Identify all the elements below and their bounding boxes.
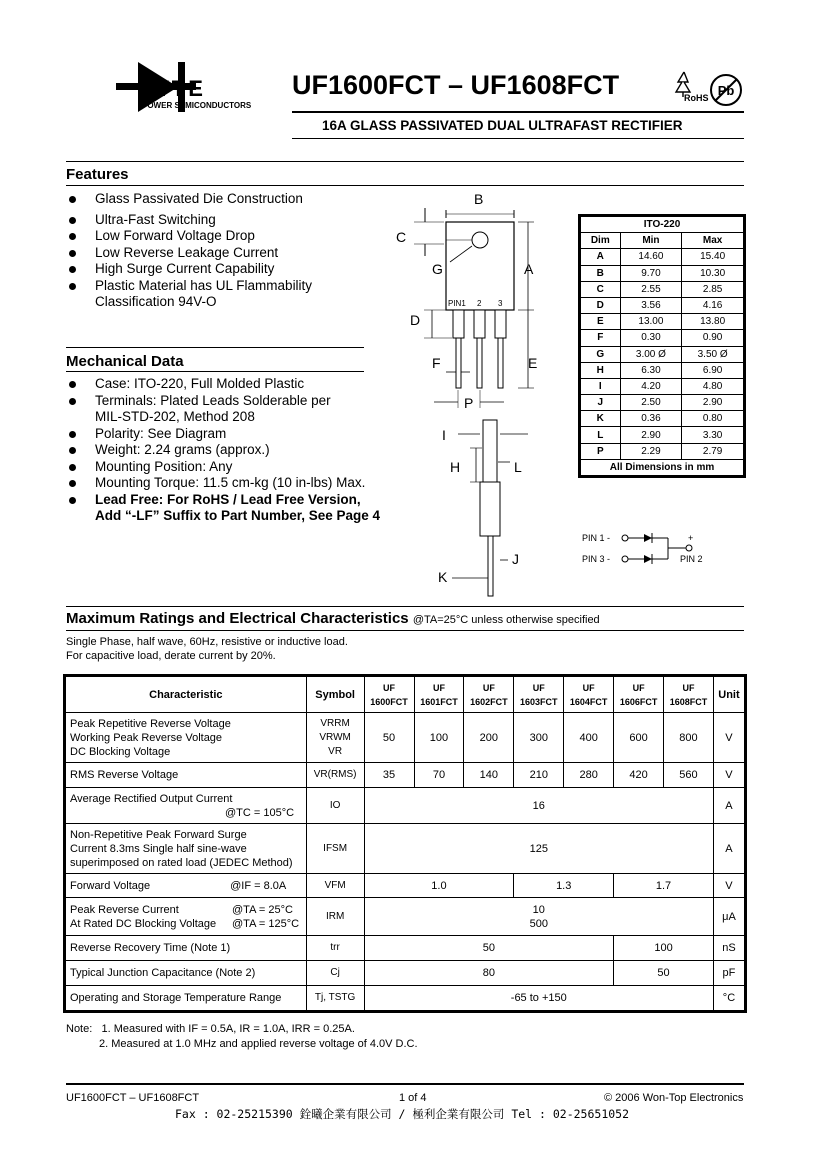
rohs-label: RoHS [684,93,709,103]
dim-letter: C [581,281,621,297]
mechanical-title: Mechanical Data [66,353,184,370]
page-title: UF1600FCT – UF1608FCT [292,70,620,100]
dim-label: H [450,459,461,475]
dim-label: G [432,261,443,277]
footer-left: UF1600FCT – UF1608FCT [66,1092,200,1104]
diode-schematic [578,528,728,572]
dim-row [581,297,744,313]
ratings-condition: @TA=25°C unless otherwise specified [412,614,600,626]
table-row: Average Rectified Output Current @TC = 105°C IO 16 A [66,788,745,824]
dim-letter: J [581,395,621,411]
features-title: Features [66,166,129,183]
dim-row [581,346,744,362]
brand-name: WTE [148,76,206,101]
notes-label: Note: [66,1023,93,1035]
feature-item: Classification 94V-O [95,294,217,309]
ratings-top-rule [66,606,744,607]
dim-letter: H [581,362,621,378]
dim-row [581,281,744,297]
dim-min: 3.56 [620,297,682,313]
dim-row [581,362,744,378]
dim-header: Max [682,233,744,249]
dim-min: 3.00 Ø [620,346,682,362]
col-part: UF 1608FCT [664,677,714,713]
dim-header: Min [620,233,682,249]
dim-min: 2.55 [620,281,682,297]
subtitle-rule [292,138,744,139]
ratings-note-1: Single Phase, half wave, 60Hz, resistive or inductive load. [66,636,348,648]
dim-min: 2.29 [620,443,682,459]
dim-max: 4.16 [682,297,744,313]
col-part: UF 1602FCT [464,677,514,713]
dim-letter: F [581,330,621,346]
dimension-table [580,216,744,476]
dim-letter: E [581,314,621,330]
table-row: Non-Repetitive Peak Forward Surge Current 8.3ms Single half sine-wave superimposed on rated load (JEDEC Method) IFSM 125 A [66,824,745,874]
col-unit: Unit [713,677,744,713]
mech-item: Terminals: Plated Leads Solderable per [66,393,380,410]
mech-item: Weight: 2.24 grams (approx.) [66,442,380,459]
ratings-bottom-rule [66,630,744,631]
pin-label: 2 [477,299,482,308]
dim-row [581,411,744,427]
dim-min: 6.30 [620,362,682,378]
table-row: Typical Junction Capacitance (Note 2) Cj 80 50 pF [66,961,745,986]
dim-letter: D [581,297,621,313]
page-subtitle: 16A GLASS PASSIVATED DUAL ULTRAFAST RECTIFIER [322,118,683,133]
dim-table-package: ITO-220 [581,217,744,233]
footer-fax: Fax : 02-25215390 銓曦企業有限公司 / 極利企業有限公司 Tel : 02-25651052 [175,1107,630,1121]
dim-max: 2.85 [682,281,744,297]
dim-label: B [474,191,484,207]
dim-max: 13.80 [682,314,744,330]
dim-letter: K [581,411,621,427]
dim-min: 9.70 [620,265,682,281]
dim-letter: A [581,249,621,265]
table-row: RMS Reverse Voltage VR(RMS) 35 70 140 210 280 420 560 V [66,763,745,788]
dim-label: A [524,261,534,277]
ratings-table [65,676,745,1011]
dim-label: I [442,427,446,443]
dim-max: 2.90 [682,395,744,411]
table-row: Reverse Recovery Time (Note 1) trr 50 100 nS [66,936,745,961]
dim-row [581,314,744,330]
dim-max: 6.90 [682,362,744,378]
pb-label: Pb [717,83,735,98]
dim-row [581,378,744,394]
mech-item: MIL-STD-202, Method 208 [95,409,255,424]
dim-max: 3.50 Ø [682,346,744,362]
dim-max: 4.80 [682,378,744,394]
feature-item: Low Reverse Leakage Current [66,245,312,262]
notes [66,1022,418,1052]
ratings-title: Maximum Ratings and Electrical Characteristics @TA=25°C unless otherwise specified [66,610,600,627]
table-row: Forward Voltage @IF = 8.0A VFM 1.0 1.3 1.7 V [66,874,745,898]
ratings-note-2: For capacitive load, derate current by 20%. [66,650,276,662]
pb-free-icon [708,72,744,108]
feature-item: Ultra-Fast Switching [66,212,312,229]
table-row: Peak Reverse Current @TA = 25°C At Rated DC Blocking Voltage @TA = 125°C IRM 10 500 μA [66,898,745,936]
mech-item: Lead Free: For RoHS / Lead Free Version, [66,492,380,509]
mech-item: Polarity: See Diagram [66,426,380,443]
features-bottom-rule [66,185,744,186]
dim-label: F [432,355,441,371]
col-part: UF 1604FCT [564,677,614,713]
features-list [66,191,312,311]
col-characteristic: Characteristic [66,677,307,713]
features-top-rule [66,161,744,162]
feature-item: Low Forward Voltage Drop [66,228,312,245]
package-outline-drawing [390,188,560,598]
schematic-pin2-label: PIN 2 [680,554,703,564]
dim-max: 0.80 [682,411,744,427]
dim-max: 2.79 [682,443,744,459]
feature-item: Plastic Material has UL Flammability [66,278,312,295]
dim-label: D [410,312,421,328]
dim-row [581,427,744,443]
note-1: 1. Measured with IF = 0.5A, IR = 1.0A, IRR = 0.25A. [101,1023,355,1035]
note-2: 2. Measured at 1.0 MHz and applied reverse voltage of 4.0V D.C. [99,1038,418,1050]
dim-row [581,395,744,411]
col-part: UF 1603FCT [514,677,564,713]
table-row: Operating and Storage Temperature Range Tj, TSTG -65 to +150 °C [66,986,745,1011]
dim-min: 0.30 [620,330,682,346]
mech-item: Mounting Torque: 11.5 cm-kg (10 in-lbs) Max. [66,475,380,492]
col-part: UF 1601FCT [414,677,464,713]
dim-max: 15.40 [682,249,744,265]
dim-max: 10.30 [682,265,744,281]
dim-min: 14.60 [620,249,682,265]
schematic-pin1-label: PIN 1 - [582,533,611,543]
dim-min: 2.90 [620,427,682,443]
title-rule [292,111,744,113]
dim-label: K [438,569,448,585]
feature-item: Glass Passivated Die Construction [66,191,312,208]
footer-right: © 2006 Won-Top Electronics [604,1092,744,1104]
feature-item: High Surge Current Capability [66,261,312,278]
mech-item: Mounting Position: Any [66,459,380,476]
dim-header: Dim [581,233,621,249]
dim-letter: B [581,265,621,281]
dim-max: 3.30 [682,427,744,443]
dim-min: 2.50 [620,395,682,411]
footer-rule [66,1083,744,1085]
dim-row [581,443,744,459]
pin-label: 3 [498,299,503,308]
dim-label: P [464,395,474,411]
dim-label: E [528,355,538,371]
mechanical-list [66,376,380,525]
schematic-pin3-label: PIN 3 - [582,554,611,564]
mech-item: Add “-LF” Suffix to Part Number, See Page 4 [95,508,381,523]
col-symbol: Symbol [306,677,364,713]
dim-row [581,249,744,265]
dim-letter: I [581,378,621,394]
dim-letter: L [581,427,621,443]
dim-table-footer: All Dimensions in mm [581,459,744,475]
dim-row [581,330,744,346]
pin-label: PIN1 [448,299,466,308]
dim-row [581,265,744,281]
footer-page: 1 of 4 [399,1092,427,1104]
dim-label: C [396,229,407,245]
dim-min: 4.20 [620,378,682,394]
col-part: UF 1600FCT [364,677,414,713]
dim-min: 0.36 [620,411,682,427]
dim-letter: G [581,346,621,362]
mech-item: Case: ITO-220, Full Molded Plastic [66,376,380,393]
dim-max: 0.90 [682,330,744,346]
col-part: UF 1606FCT [614,677,664,713]
dim-label: J [512,551,519,567]
dim-letter: P [581,443,621,459]
mechanical-top-rule [66,347,364,348]
brand-subtitle: POWER SEMICONDUCTORS [142,101,252,110]
mechanical-bottom-rule [66,371,364,372]
table-row: Peak Repetitive Reverse Voltage Working Peak Reverse Voltage DC Blocking Voltage VRRM VRWM VR 50 100 200 300 400 600 800 V [66,713,745,763]
schematic-plus-label: + [688,533,694,543]
dim-min: 13.00 [620,314,682,330]
dim-label: L [514,459,522,475]
